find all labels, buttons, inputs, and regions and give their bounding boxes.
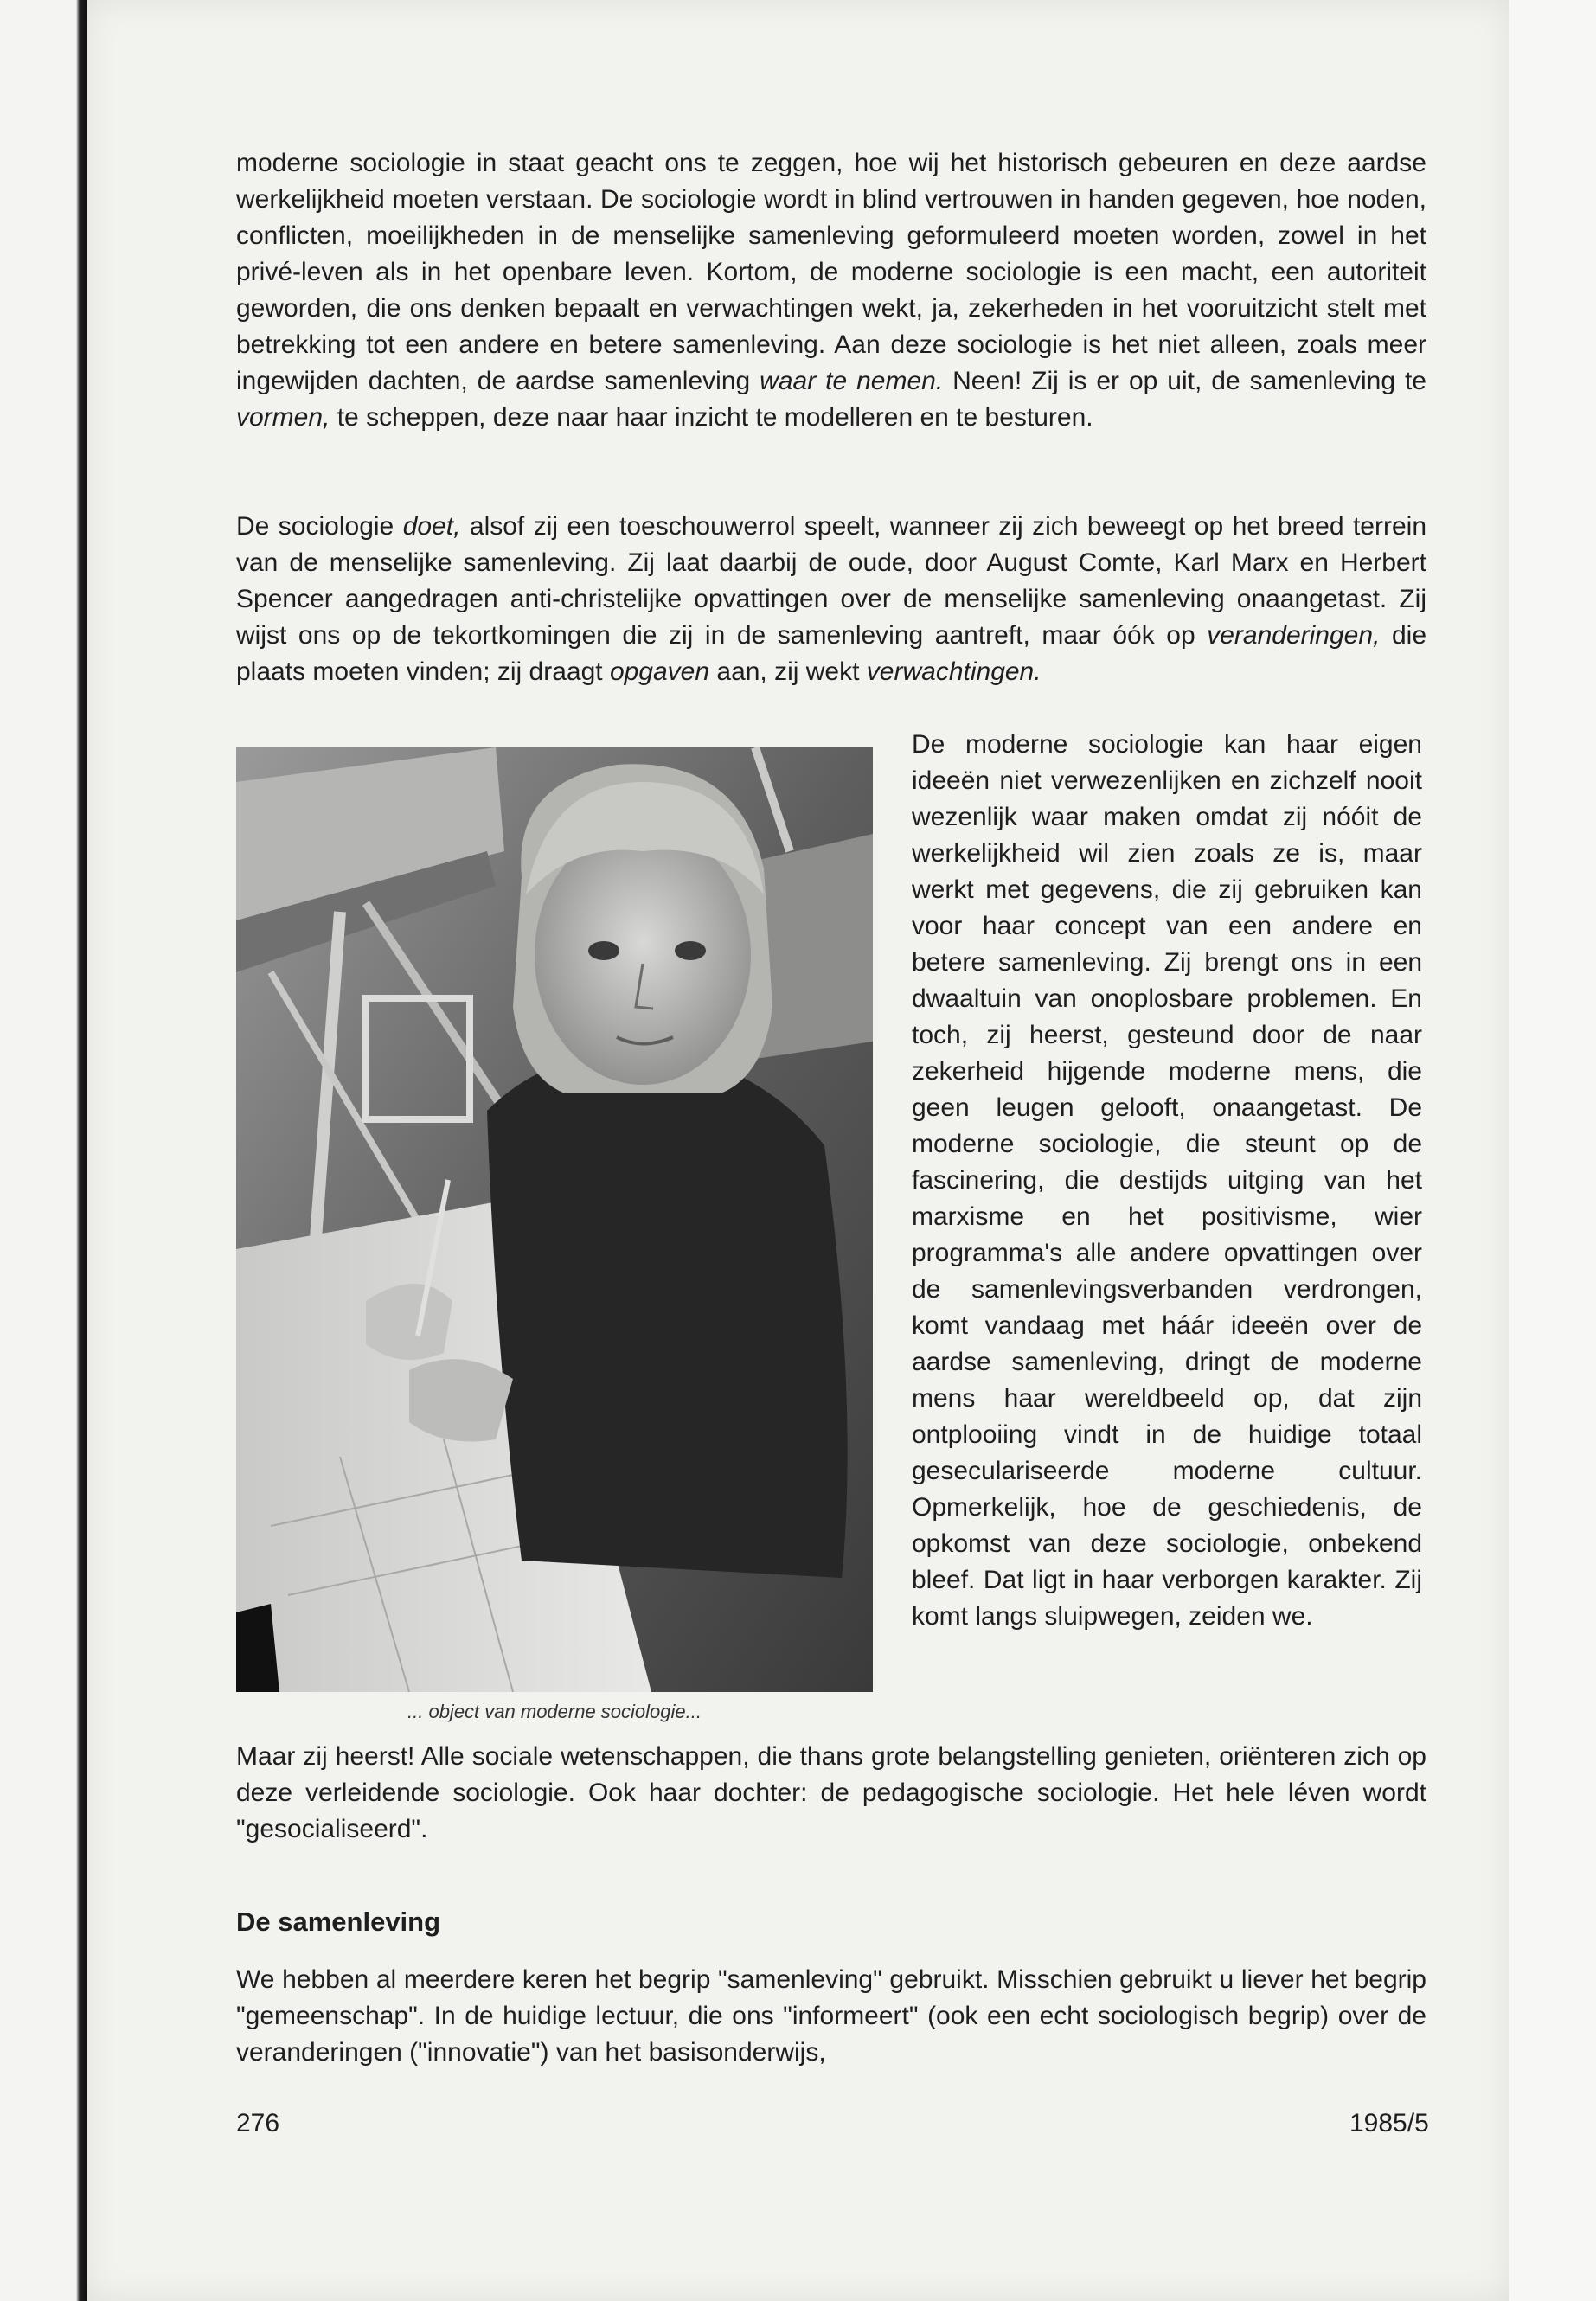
child-drawing-photo [236,747,873,1692]
side-column-text [912,727,1422,1635]
section-paragraph [236,1962,1426,2071]
photo-illustration [236,747,873,1692]
paragraph-2 [236,509,1426,690]
continued-paragraph [236,1739,1426,1848]
page-number: 276 [236,2109,280,2138]
para1-text-b: Neen! Zij is er op uit, de samenleving te [943,367,1426,395]
scan-edge [0,0,87,2301]
para2-emphasis-c: opgaven [609,657,710,686]
para2-emphasis-d: verwachtingen. [866,657,1042,686]
section-heading: De samenleving [236,1907,441,1937]
right-margin [1509,0,1596,2301]
paragraph-1 [236,145,1426,436]
para1-emphasis-a: waar te nemen. [760,367,944,395]
photo-caption: ... object van moderne sociologie... [407,1701,702,1722]
para1-text-a: moderne sociologie in staat geacht ons te zeggen, hoe wij het historisch gebeuren en deze aardse werkelijkheid moeten verstaan. De sociologie wordt in blind vertrouwen in handen gegeven, hoe noden, conflicten, moeilijkheden in de menselijke samenleving geformuleerd moeten worden, zowel in het privé-leven als in het openbare leven. Kortom, de moderne sociologie is een macht, een autoriteit geworden, die ons denken bepaalt en verwachtingen wekt, ja, zekerheden in het vooruitzicht stelt met betrekking tot een andere en betere samenleving. Aan deze sociologie is het niet alleen, zoals meer ingewijden dachten, de aardse samenleving [236,149,1426,395]
issue-number: 1985/5 [1349,2109,1429,2138]
side-column-paragraph: De moderne sociologie kan haar eigen ideeën niet verwezenlijken en zichzelf nooit wezenlijk waar maken omdat zij nóóit de werkelijkheid wil zien zoals ze is, maar werkt met gegevens, die zij gebruiken kan voor haar concept van een andere en betere samenleving. Zij brengt ons in een dwaaltuin van onoplosbare problemen. En toch, zij heerst, gesteund door de naar zekerheid hijgende moderne mens, die geen leugen gelooft, onaangetast. De moderne sociologie, die steunt op de fascinering, die destijds uitging van het marxisme en het positivisme, wier programma's alle andere opvattingen over de samenlevingsverbanden verdrongen, komt vandaag met háár ideeën over de aardse samenleving, dringt de moderne mens haar wereldbeeld op, dat zijn ontplooiing vindt in de huidige totaal geseculariseerde moderne cultuur. Opmerkelijk, hoe de geschiedenis, de opkomst van deze sociologie, onbekend bleef. Dat ligt in haar verborgen karakter. Zij komt langs sluipwegen, zeiden we. [912,730,1422,1631]
section-paragraph-text: We hebben al meerdere keren het begrip "samenleving" gebruikt. Misschien gebruikt u liever het begrip "gemeenschap". In de huidige lectuur, die ons "informeert" (ook een echt sociologisch begrip) over de veranderingen ("innovatie") van het basisonderwijs, [236,1965,1426,2067]
para2-emphasis-a: doet, [402,512,461,541]
para2-emphasis-b: veranderingen, [1207,621,1381,650]
para2-text-c: die plaats moeten vinden; zij draagt [236,621,1426,686]
para2-text-a: De sociologie [236,512,403,541]
para1-emphasis-b: vormen, [236,403,330,432]
para1-text-c: te scheppen, deze naar haar inzicht te modelleren en te besturen. [330,403,1093,432]
para2-text-b: alsof zij een toeschouwerrol speelt, wanneer zij zich beweegt op het breed terrein van de menselijke samenleving. Zij laat daarbij de oude, door August Comte, Karl Marx en Herbert Spencer aangedragen anti-christelijke opvattingen over de menselijke samenleving onaangetast. Zij wijst ons op de tekortkomingen die zij in de samenleving aantreft, maar óók op [236,512,1426,650]
continued-paragraph-text: Maar zij heerst! Alle sociale wetenschappen, die thans grote belangstelling genieten, oriënteren zich op deze verleidende sociologie. Ook haar dochter: de pedagogische sociologie. Het hele léven wordt "gesocialiseerd". [236,1742,1426,1843]
para2-text-d: aan, zij wekt [709,657,867,686]
